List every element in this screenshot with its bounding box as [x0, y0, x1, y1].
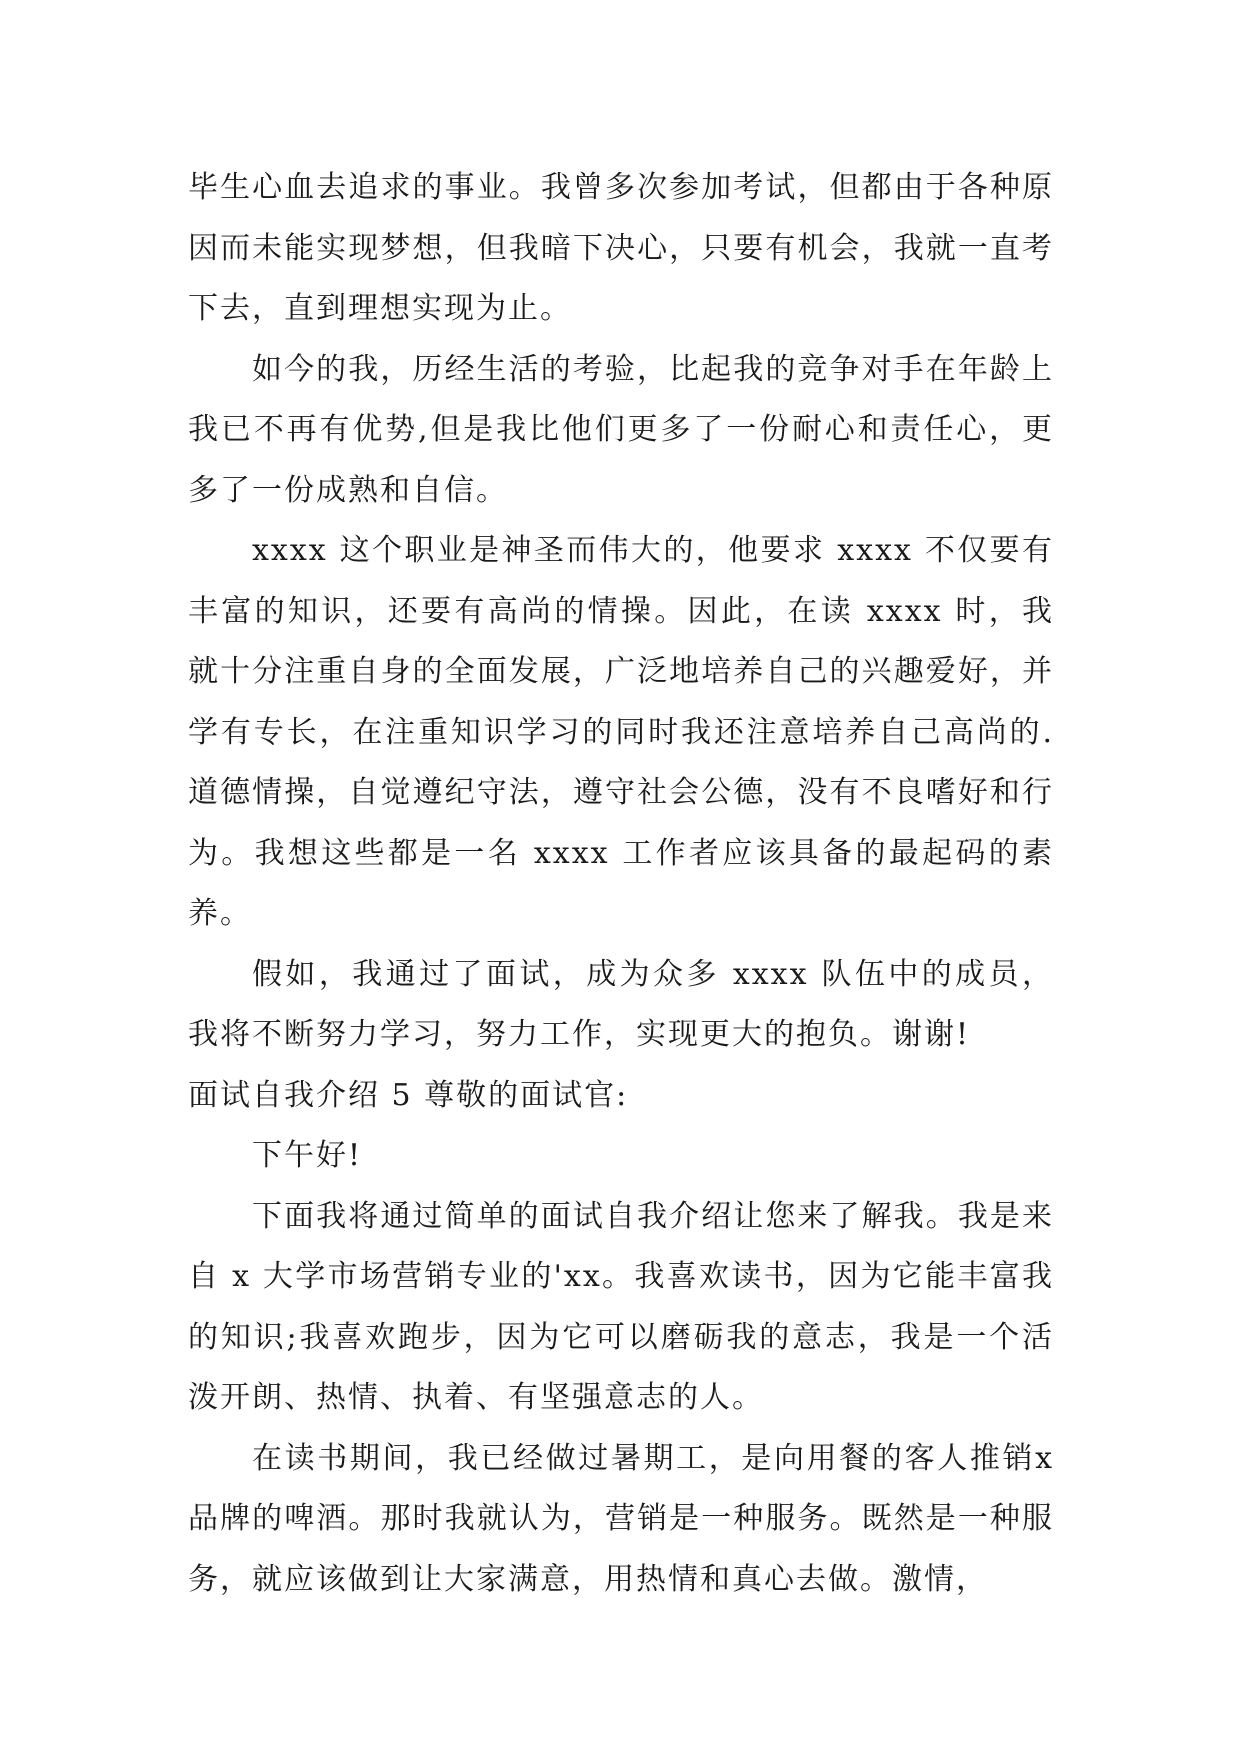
paragraph: 下面我将通过简单的面试自我介绍让您来了解我。我是来自 x 大学市场营销专业的'xx。我喜欢读书，因为它能丰富我的知识;我喜欢跑步，因为它可以磨砺我的意志，我是一个活泼开朗、热情、执着、有坚强意志的人。 [188, 1198, 1054, 1415]
paragraph: 在读书期间，我已经做过暑期工，是向用餐的客人推销x 品牌的啤酒。那时我就认为，营销是一种服务。既然是一种服务，就应该做到让大家满意，用热情和真心去做。激情， [188, 1440, 1054, 1597]
paragraph: 如今的我，历经生活的考验，比起我的竞争对手在年龄上我已不再有优势,但是我比他们更多了一份耐心和责任心，更多了一份成熟和自信。 [188, 351, 1054, 508]
paragraph: 毕生心血去追求的事业。我曾多次参加考试，但都由于各种原因而未能实现梦想，但我暗下决心，只要有机会，我就一直考下去，直到理想实现为止。 [188, 170, 1054, 326]
document-body [188, 158, 1054, 1610]
section-heading: 面试自我介绍 5 尊敬的面试官: [188, 1077, 629, 1113]
paragraph: 假如，我通过了面试，成为众多 xxxx 队伍中的成员，我将不断努力学习，努力工作，实现更大的抱负。谢谢! [188, 956, 1054, 1052]
greeting: 下午好! [252, 1138, 363, 1173]
paragraph: xxxx 这个职业是神圣而伟大的，他要求 xxxx 不仅要有丰富的知识，还要有高尚的情操。因此，在读 xxxx 时，我就十分注重自身的全面发展，广泛地培养自己的兴趣爱好，并学有专长，在注重知识学习的同时我还注意培养自己高尚的.道德情操，自觉遵纪守法，遵守社会公德，没有不良嗜好和行为。我想这些都是一名 xxxx 工作者应该具备的最起码的素养。 [188, 533, 1054, 931]
